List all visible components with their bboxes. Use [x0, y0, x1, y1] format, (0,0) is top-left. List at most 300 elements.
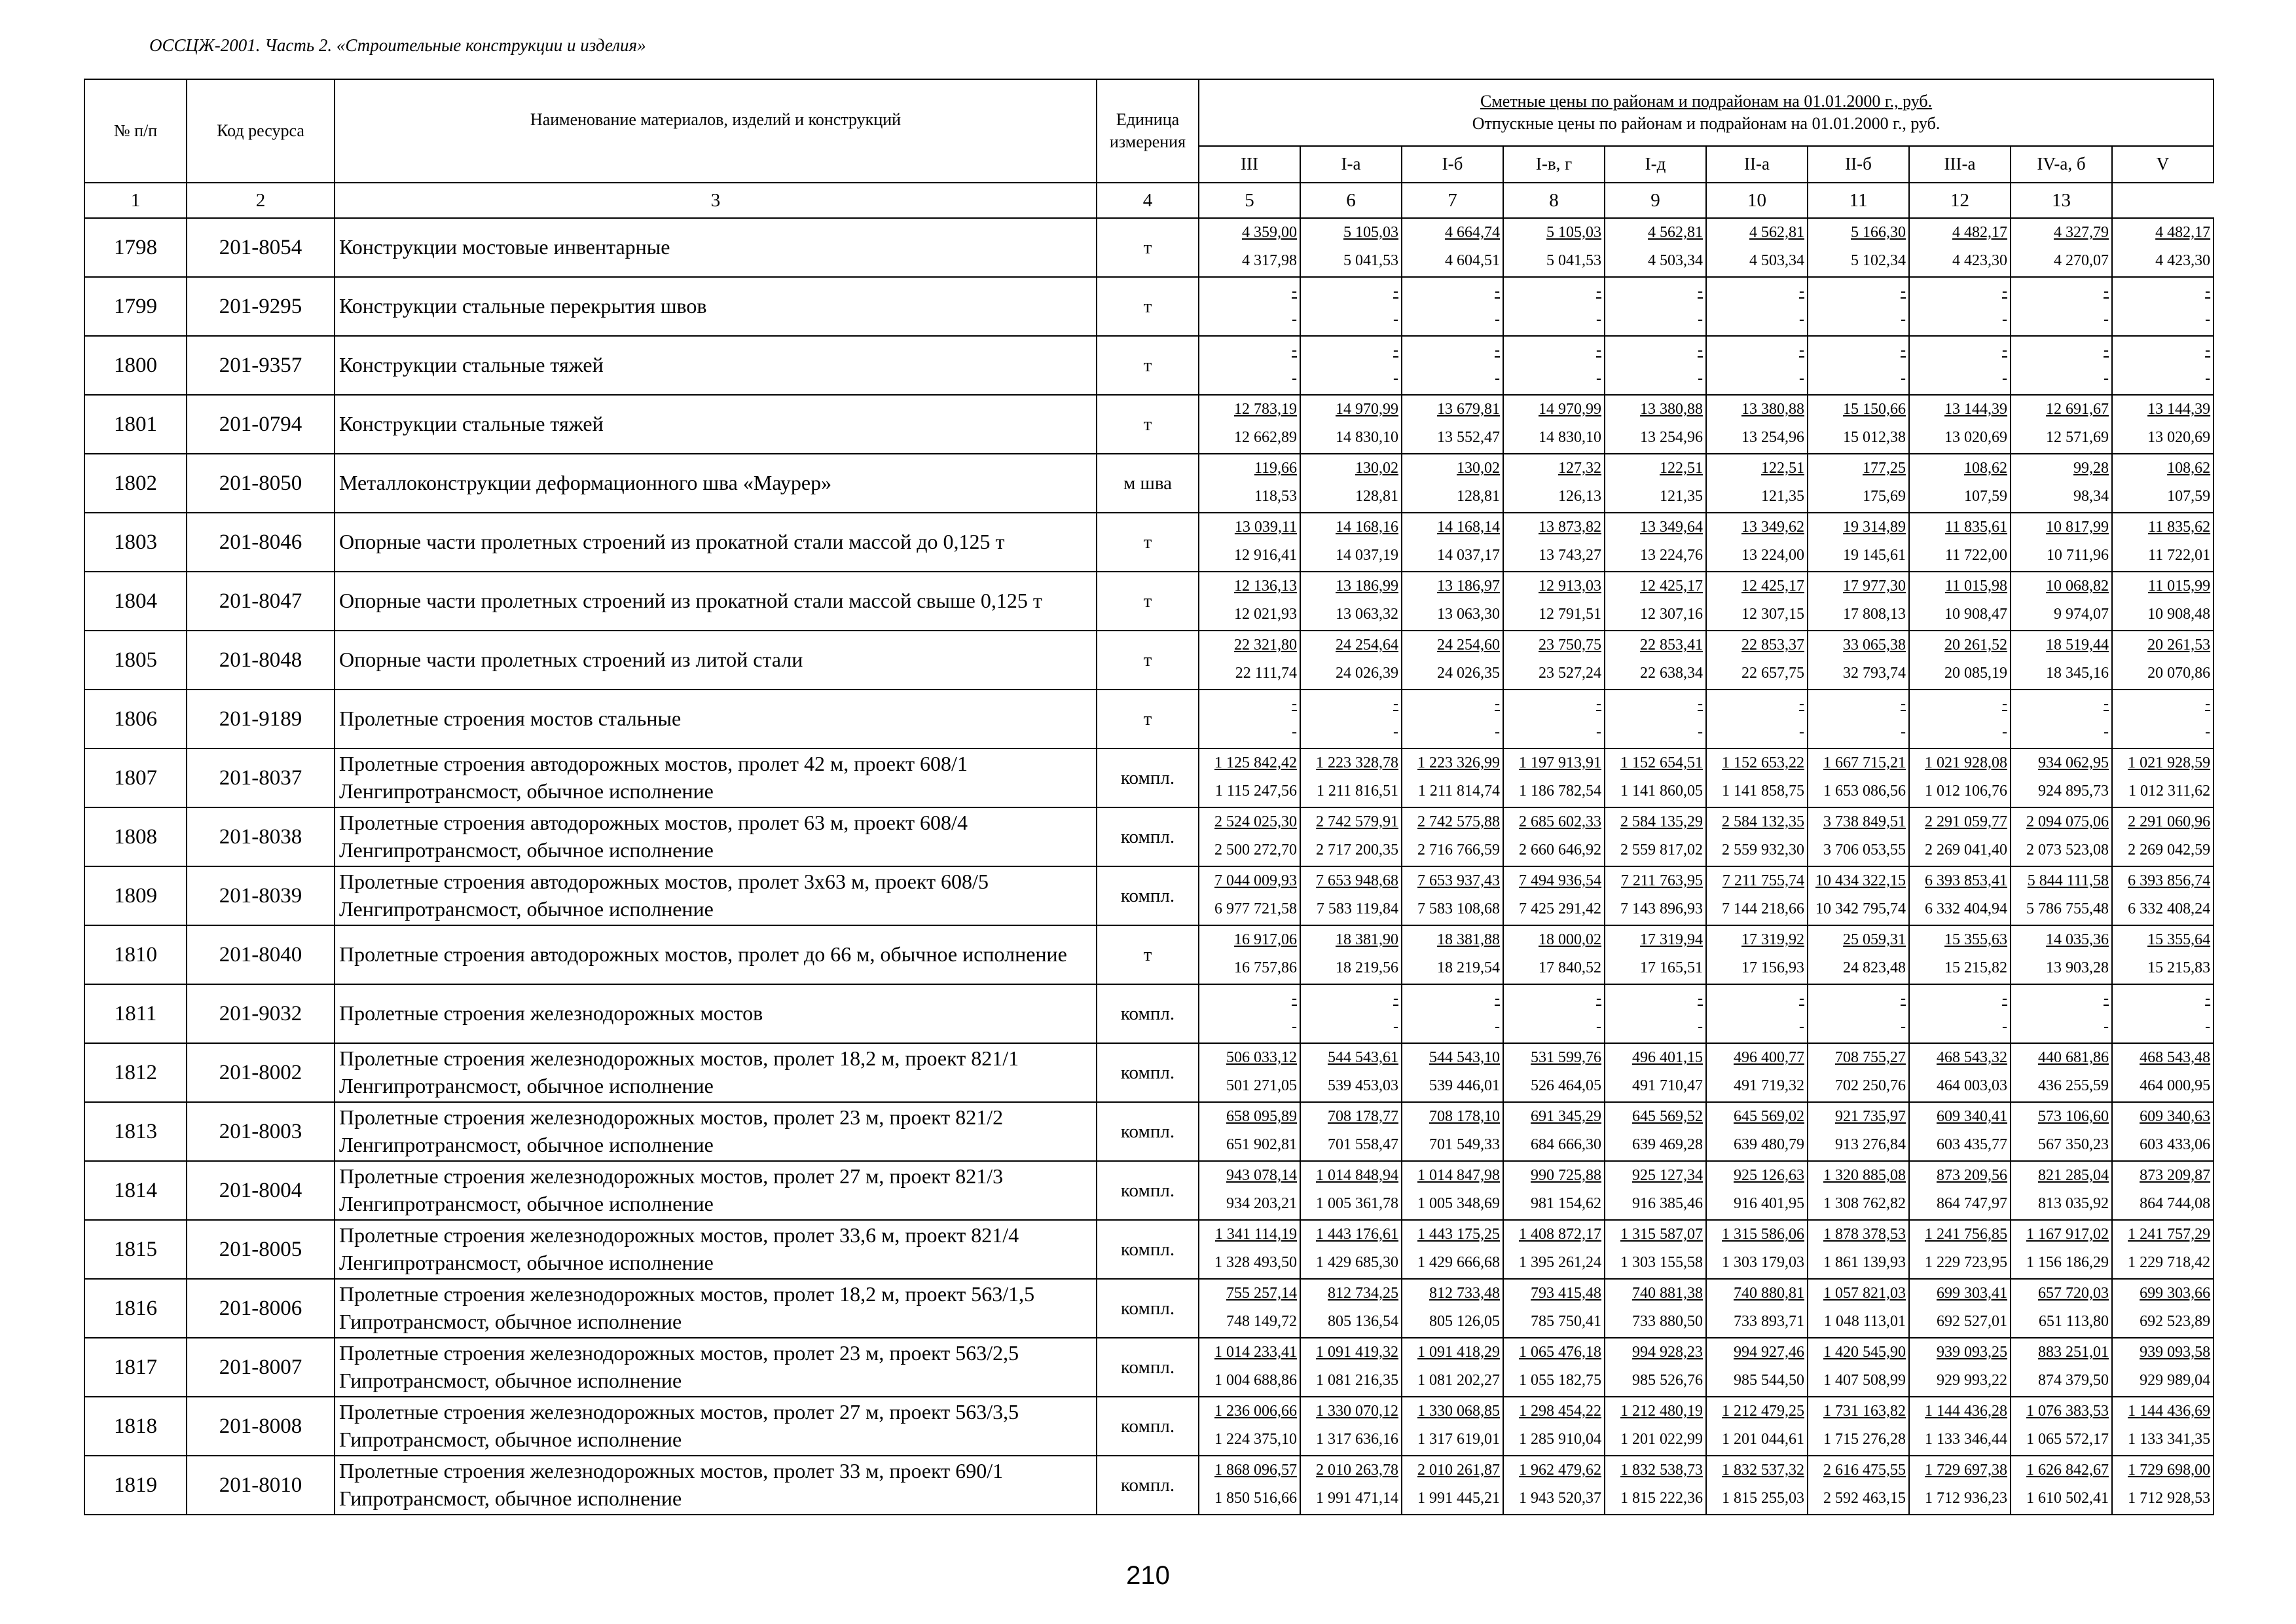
item-name: Пролетные строения железнодорожных мостов, пролет 18,2 м, проект 563/1,5 Гипротрансмост, обычное исполнение [335, 1279, 1097, 1338]
release-price: 98,34 [2073, 488, 2109, 505]
price-cell [1199, 218, 1300, 277]
release-price: 121,35 [1761, 488, 1804, 505]
item-name: Опорные части пролетных строений из прокатной стали массой свыше 0,125 т [335, 572, 1097, 631]
estimate-price: 939 093,58 [2140, 1344, 2211, 1361]
release-price: 4 503,34 [1648, 252, 1703, 269]
release-price: - [1292, 1018, 1297, 1035]
price-cell [1605, 984, 1706, 1043]
estimate-price: 108,62 [1964, 460, 2007, 477]
price-table [84, 79, 2214, 1515]
estimate-price: - [2002, 283, 2007, 300]
estimate-price: 1 021 928,59 [2128, 754, 2211, 771]
estimate-price: 22 321,80 [1234, 637, 1297, 654]
price-cell [1909, 631, 2011, 690]
estimate-price: - [1495, 990, 1500, 1007]
release-price: 15 215,82 [1944, 959, 2007, 976]
row-number: 1806 [84, 690, 187, 748]
price-cell [1503, 1456, 1605, 1515]
estimate-price: 812 734,25 [1328, 1285, 1398, 1302]
price-cell [1503, 631, 1605, 690]
price-cell [1808, 984, 1909, 1043]
price-cell [1199, 454, 1300, 513]
resource-code: 201-8007 [187, 1338, 335, 1397]
release-price: - [1596, 311, 1601, 328]
estimate-price: 13 186,99 [1336, 578, 1398, 595]
estimate-price: 609 340,41 [1937, 1108, 2007, 1125]
estimate-price: 7 653 948,68 [1316, 872, 1398, 889]
estimate-price: 943 078,14 [1226, 1167, 1297, 1184]
estimate-price: 440 681,86 [2038, 1049, 2109, 1066]
release-price: - [2104, 1018, 2109, 1035]
item-name: Конструкции стальные тяжей [335, 336, 1097, 395]
price-cell [1605, 1338, 1706, 1397]
price-cell [1503, 1279, 1605, 1338]
price-cell [1199, 395, 1300, 454]
release-price: 2 500 272,70 [1214, 841, 1297, 858]
price-cell [2011, 218, 2112, 277]
release-price: 22 638,34 [1640, 665, 1703, 682]
price-cell [1808, 1220, 1909, 1279]
estimate-price: 1 197 913,91 [1519, 754, 1601, 771]
unit: компл. [1097, 1338, 1199, 1397]
estimate-price: 18 519,44 [2046, 637, 2109, 654]
release-price: 12 662,89 [1234, 429, 1297, 446]
release-price: - [1393, 370, 1398, 387]
price-cell [1808, 1043, 1909, 1102]
price-cell [1300, 572, 1402, 631]
price-cell [1199, 866, 1300, 925]
price-cell [1706, 1338, 1808, 1397]
row-number: 1798 [84, 218, 187, 277]
column-number-row [84, 183, 2214, 218]
estimate-price: 1 144 436,69 [2128, 1403, 2211, 1420]
price-cell [1503, 336, 1605, 395]
release-price: 1 211 814,74 [1417, 783, 1500, 800]
price-cell [2112, 395, 2214, 454]
estimate-price: 5 844 111,58 [2027, 872, 2109, 889]
prices-header-estimate: Сметные цены по районам и подрайонам на 01.01.2000 г., руб. [1480, 92, 1933, 111]
region-header: III [1199, 146, 1300, 183]
release-price: 7 425 291,42 [1519, 900, 1601, 917]
estimate-price: 18 000,02 [1539, 931, 1601, 948]
prices-header [1199, 79, 2214, 146]
price-cell [1808, 218, 1909, 277]
release-price: 23 527,24 [1539, 665, 1601, 682]
estimate-price: 1 320 885,08 [1823, 1167, 1906, 1184]
price-cell [2011, 1220, 2112, 1279]
resource-code: 201-8048 [187, 631, 335, 690]
release-price: 107,59 [2167, 488, 2211, 505]
estimate-price: 496 400,77 [1734, 1049, 1804, 1066]
release-price: 874 379,50 [2038, 1372, 2109, 1389]
row-number: 1814 [84, 1161, 187, 1220]
release-price: 805 136,54 [1328, 1313, 1398, 1330]
item-name: Пролетные строения железнодорожных мостов, пролет 23 м, проект 821/2 Ленгипротрансмост, обычное исполнение [335, 1102, 1097, 1161]
estimate-price: 11 835,62 [2148, 519, 2211, 536]
release-price: - [1596, 370, 1601, 387]
resource-code: 201-8037 [187, 748, 335, 807]
price-cell [1605, 513, 1706, 572]
estimate-price: 2 291 059,77 [1925, 813, 2007, 830]
price-cell [1909, 807, 2011, 866]
price-cell [1706, 1220, 1808, 1279]
column-number: 2 [187, 183, 335, 218]
price-cell [2112, 1220, 2214, 1279]
row-number: 1799 [84, 277, 187, 336]
item-name: Пролетные строения железнодорожных мостов [335, 984, 1097, 1043]
release-price: 13 903,28 [2046, 959, 2109, 976]
release-price: 2 269 041,40 [1925, 841, 2007, 858]
resource-code: 201-9357 [187, 336, 335, 395]
estimate-price: 1 014 847,98 [1417, 1167, 1500, 1184]
release-price: 1 186 782,54 [1519, 783, 1601, 800]
release-price: 1 815 255,03 [1722, 1490, 1804, 1507]
estimate-price: 740 881,38 [1632, 1285, 1703, 1302]
page-header: ОССЦЖ-2001. Часть 2. «Строительные конструкции и изделия» [149, 35, 646, 55]
column-number: 11 [1808, 183, 1909, 218]
release-price: - [2205, 311, 2211, 328]
release-price: 1 048 113,01 [1823, 1313, 1906, 1330]
unit: компл. [1097, 807, 1199, 866]
column-number: 4 [1097, 183, 1199, 218]
release-price: 701 558,47 [1328, 1136, 1398, 1153]
price-cell [1909, 1102, 2011, 1161]
item-name: Пролетные строения железнодорожных мостов, пролет 27 м, проект 563/3,5 Гипротрансмост, обычное исполнение [335, 1397, 1097, 1456]
price-cell [1503, 513, 1605, 572]
resource-code: 201-8047 [187, 572, 335, 631]
estimate-price: 1 152 654,51 [1620, 754, 1703, 771]
release-price: 603 433,06 [2140, 1136, 2211, 1153]
resource-code: 201-0794 [187, 395, 335, 454]
estimate-price: 127,32 [1558, 460, 1601, 477]
release-price: 11 722,00 [1944, 547, 2007, 564]
estimate-price: 7 494 936,54 [1519, 872, 1601, 889]
price-cell [1300, 866, 1402, 925]
price-cell [1909, 1043, 2011, 1102]
release-price: 118,53 [1254, 488, 1297, 505]
price-cell [1402, 218, 1503, 277]
release-price: 1 055 182,75 [1519, 1372, 1601, 1389]
estimate-price: - [1292, 695, 1297, 712]
price-cell [2011, 690, 2112, 748]
release-price: 18 219,54 [1437, 959, 1500, 976]
estimate-price: 1 021 928,08 [1925, 754, 2007, 771]
estimate-price: 17 319,92 [1741, 931, 1804, 948]
price-cell [1706, 1161, 1808, 1220]
estimate-price: 12 691,67 [2046, 401, 2109, 418]
estimate-price: - [2002, 990, 2007, 1007]
resource-code: 201-8006 [187, 1279, 335, 1338]
price-cell [2112, 1161, 2214, 1220]
release-price: 7 144 218,66 [1722, 900, 1804, 917]
release-price: - [1901, 724, 1906, 741]
estimate-price: 2 685 602,33 [1519, 813, 1601, 830]
price-cell [1909, 395, 2011, 454]
estimate-price: 7 653 937,43 [1417, 872, 1500, 889]
price-cell [1706, 690, 1808, 748]
price-cell [1402, 1220, 1503, 1279]
release-price: 4 503,34 [1749, 252, 1804, 269]
item-name: Металлоконструкции деформационного шва «Маурер» [335, 454, 1097, 513]
release-price: 24 026,39 [1336, 665, 1398, 682]
price-cell [1808, 866, 1909, 925]
price-cell [1706, 925, 1808, 984]
price-cell [1808, 277, 1909, 336]
release-price: 24 823,48 [1843, 959, 1906, 976]
release-price: 1 991 445,21 [1417, 1490, 1500, 1507]
release-price: 1 141 860,05 [1620, 783, 1703, 800]
price-cell [2112, 1279, 2214, 1338]
release-price: 1 229 718,42 [2128, 1254, 2211, 1271]
price-cell [2112, 1397, 2214, 1456]
release-price: 13 254,96 [1741, 429, 1804, 446]
price-cell [1300, 1456, 1402, 1515]
estimate-price: 14 168,16 [1336, 519, 1398, 536]
release-price: 1 005 361,78 [1316, 1195, 1398, 1212]
release-price: 1 317 636,16 [1316, 1431, 1398, 1448]
release-price: - [2002, 311, 2007, 328]
table-row [84, 454, 2214, 513]
region-header: IV-а, б [2011, 146, 2112, 183]
estimate-price: 11 015,99 [2148, 578, 2211, 595]
price-cell [2011, 1043, 2112, 1102]
region-header: I-д [1605, 146, 1706, 183]
row-number: 1805 [84, 631, 187, 690]
price-cell [1706, 1102, 1808, 1161]
price-cell [1706, 277, 1808, 336]
item-name: Пролетные строения железнодорожных мостов, пролет 27 м, проект 821/3 Ленгипротрансмост, обычное исполнение [335, 1161, 1097, 1220]
release-price: - [2104, 370, 2109, 387]
release-price: 121,35 [1660, 488, 1703, 505]
estimate-price: 1 223 328,78 [1316, 754, 1398, 771]
release-price: 6 332 404,94 [1925, 900, 2007, 917]
release-price: 13 743,27 [1539, 547, 1601, 564]
row-number: 1813 [84, 1102, 187, 1161]
price-cell [1300, 218, 1402, 277]
table-row [84, 572, 2214, 631]
release-price: 14 830,10 [1336, 429, 1398, 446]
price-cell [1300, 1397, 1402, 1456]
header-row [84, 79, 2214, 146]
price-cell [1300, 1279, 1402, 1338]
release-price: 1 005 348,69 [1417, 1195, 1500, 1212]
release-price: 13 020,69 [1944, 429, 2007, 446]
price-cell [2011, 748, 2112, 807]
release-price: 1 012 106,76 [1925, 783, 2007, 800]
release-price: 567 350,23 [2038, 1136, 2109, 1153]
release-price: 13 063,30 [1437, 606, 1500, 623]
price-cell [1199, 631, 1300, 690]
release-price: 1 712 936,23 [1925, 1490, 2007, 1507]
column-number: 6 [1300, 183, 1402, 218]
price-cell [1605, 572, 1706, 631]
estimate-price: - [1393, 283, 1398, 300]
price-cell [1808, 454, 1909, 513]
release-price: 1 610 502,41 [2026, 1490, 2109, 1507]
price-cell [2112, 690, 2214, 748]
release-price: - [1393, 311, 1398, 328]
table-row [84, 1456, 2214, 1515]
price-cell [2011, 925, 2112, 984]
release-price: 603 435,77 [1937, 1136, 2007, 1153]
table-row [84, 513, 2214, 572]
release-price: 733 880,50 [1632, 1313, 1703, 1330]
estimate-price: 4 562,81 [1648, 224, 1703, 241]
price-cell [2011, 336, 2112, 395]
price-cell [1808, 1456, 1909, 1515]
estimate-price: 25 059,31 [1843, 931, 1906, 948]
release-price: 1 201 044,61 [1722, 1431, 1804, 1448]
estimate-price: - [2205, 342, 2211, 359]
row-number: 1802 [84, 454, 187, 513]
estimate-price: 14 970,99 [1336, 401, 1398, 418]
release-price: 7 583 108,68 [1417, 900, 1500, 917]
estimate-price: 24 254,60 [1437, 637, 1500, 654]
column-number: 1 [84, 183, 187, 218]
release-price: - [1393, 724, 1398, 741]
estimate-price: 883 251,01 [2038, 1344, 2109, 1361]
estimate-price: - [1901, 695, 1906, 712]
estimate-price: 658 095,89 [1226, 1108, 1297, 1125]
unit: т [1097, 513, 1199, 572]
price-cell [1503, 984, 1605, 1043]
column-number: 7 [1402, 183, 1503, 218]
release-price: 128,81 [1457, 488, 1500, 505]
release-price: 24 026,35 [1437, 665, 1500, 682]
price-cell [1909, 1456, 2011, 1515]
table-row [84, 395, 2214, 454]
table-row [84, 1338, 2214, 1397]
price-cell [1909, 218, 2011, 277]
column-number: 3 [335, 183, 1097, 218]
price-cell [2112, 1456, 2214, 1515]
release-price: 128,81 [1355, 488, 1398, 505]
item-name: Пролетные строения железнодорожных мостов, пролет 33 м, проект 690/1 Гипротрансмост, обычное исполнение [335, 1456, 1097, 1515]
estimate-price: - [1901, 283, 1906, 300]
estimate-price: - [1698, 990, 1703, 1007]
release-price: 1 156 186,29 [2026, 1254, 2109, 1271]
release-price: - [1698, 1018, 1703, 1035]
resource-code: 201-8046 [187, 513, 335, 572]
estimate-price: 1 014 848,94 [1316, 1167, 1398, 1184]
price-cell [1605, 218, 1706, 277]
row-number: 1816 [84, 1279, 187, 1338]
table-row [84, 925, 2214, 984]
release-price: 436 255,59 [2038, 1077, 2109, 1094]
price-cell [1300, 807, 1402, 866]
release-price: - [1901, 1018, 1906, 1035]
estimate-price: 1 152 653,22 [1722, 754, 1804, 771]
release-price: 12 307,15 [1741, 606, 1804, 623]
estimate-price: 4 482,17 [2155, 224, 2211, 241]
release-price: 13 020,69 [2147, 429, 2211, 446]
release-price: 6 332 408,24 [2128, 900, 2211, 917]
price-cell [1909, 866, 2011, 925]
price-cell [1199, 1102, 1300, 1161]
estimate-price: 1 212 479,25 [1722, 1403, 1804, 1420]
release-price: 14 830,10 [1539, 429, 1601, 446]
price-cell [1503, 748, 1605, 807]
price-cell [1706, 748, 1808, 807]
price-cell [1808, 748, 1909, 807]
table-row [84, 1397, 2214, 1456]
row-number: 1818 [84, 1397, 187, 1456]
price-cell [1706, 218, 1808, 277]
resource-code: 201-8008 [187, 1397, 335, 1456]
table-row [84, 807, 2214, 866]
price-cell [1503, 1397, 1605, 1456]
estimate-price: 544 543,61 [1328, 1049, 1398, 1066]
price-cell [1503, 218, 1605, 277]
unit: т [1097, 218, 1199, 277]
price-cell [2011, 1279, 2112, 1338]
release-price: 702 250,76 [1835, 1077, 1906, 1094]
release-price: 916 385,46 [1632, 1195, 1703, 1212]
release-price: 934 203,21 [1226, 1195, 1297, 1212]
price-cell [1808, 1102, 1909, 1161]
estimate-price: 17 319,94 [1640, 931, 1703, 948]
release-price: - [1495, 370, 1500, 387]
estimate-price: 921 735,97 [1835, 1108, 1906, 1125]
unit: компл. [1097, 1279, 1199, 1338]
estimate-price: - [1901, 342, 1906, 359]
table-row [84, 336, 2214, 395]
release-price: 491 719,32 [1734, 1077, 1804, 1094]
estimate-price: 1 667 715,21 [1823, 754, 1906, 771]
release-price: 15 215,83 [2147, 959, 2211, 976]
estimate-price: 13 380,88 [1741, 401, 1804, 418]
resource-code: 201-9189 [187, 690, 335, 748]
estimate-price: - [1698, 283, 1703, 300]
estimate-price: 6 393 853,41 [1925, 872, 2007, 889]
estimate-price: 691 345,29 [1531, 1108, 1601, 1125]
table-row [84, 1279, 2214, 1338]
release-price: - [1292, 311, 1297, 328]
column-number: 8 [1503, 183, 1605, 218]
estimate-price: - [1596, 283, 1601, 300]
estimate-price: 1 729 698,00 [2128, 1462, 2211, 1479]
price-cell [1909, 925, 2011, 984]
row-number: 1803 [84, 513, 187, 572]
price-cell [1402, 1456, 1503, 1515]
estimate-price: 16 917,06 [1234, 931, 1297, 948]
estimate-price: - [2205, 283, 2211, 300]
estimate-price: 1 330 070,12 [1316, 1403, 1398, 1420]
release-price: 1 317 619,01 [1417, 1431, 1500, 1448]
price-cell [2011, 1161, 2112, 1220]
release-price: 1 065 572,17 [2026, 1431, 2109, 1448]
price-cell [1605, 807, 1706, 866]
price-cell [2112, 336, 2214, 395]
price-cell [2112, 807, 2214, 866]
estimate-price: 1 731 163,82 [1823, 1403, 1906, 1420]
release-price: 7 583 119,84 [1316, 900, 1398, 917]
estimate-price: 12 913,03 [1539, 578, 1601, 595]
price-cell [1605, 1043, 1706, 1102]
estimate-price: 177,25 [1863, 460, 1906, 477]
resource-code: 201-8050 [187, 454, 335, 513]
price-cell [1402, 513, 1503, 572]
release-price: - [1799, 1018, 1804, 1035]
release-price: 17 156,93 [1741, 959, 1804, 976]
estimate-price: - [2002, 695, 2007, 712]
release-price: 18 345,16 [2046, 665, 2109, 682]
release-price: - [1393, 1018, 1398, 1035]
item-name: Пролетные строения железнодорожных мостов, пролет 18,2 м, проект 821/1 Ленгипротрансмост, обычное исполнение [335, 1043, 1097, 1102]
price-cell [2011, 866, 2112, 925]
price-cell [1402, 1161, 1503, 1220]
release-price: 22 657,75 [1741, 665, 1804, 682]
